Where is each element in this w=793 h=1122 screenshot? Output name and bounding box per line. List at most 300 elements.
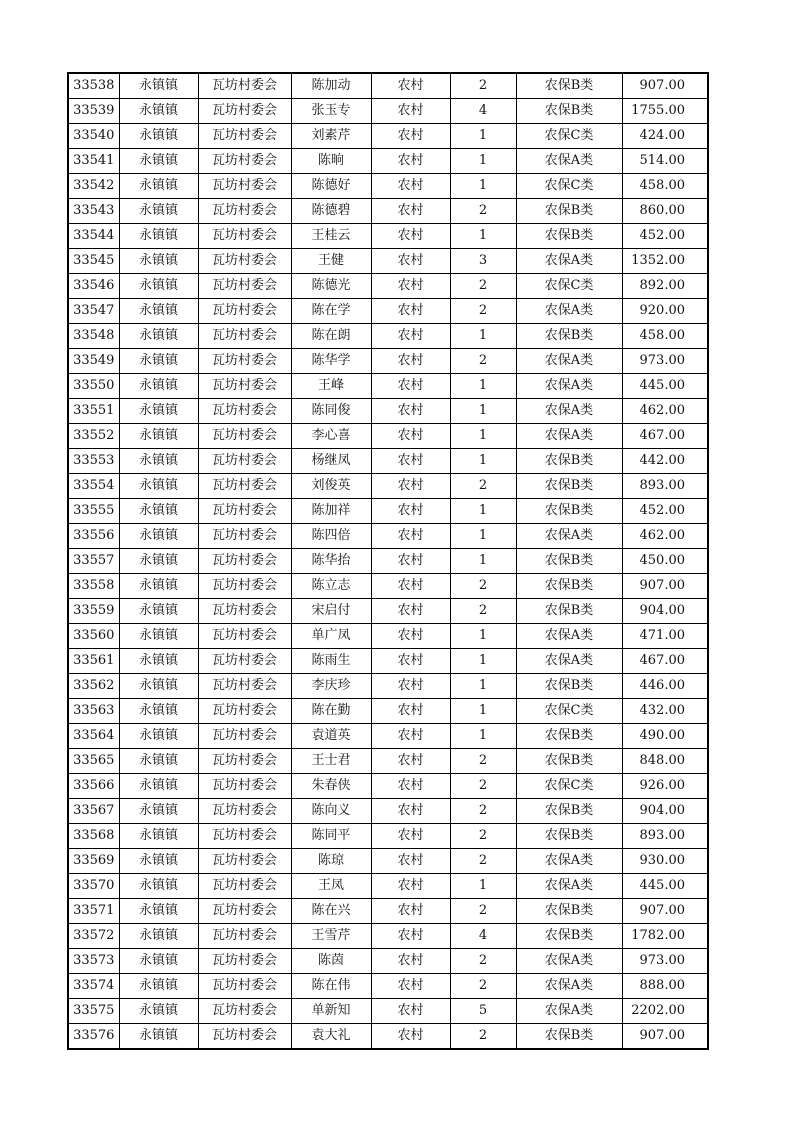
name-cell: 陈茵 — [291, 949, 371, 974]
area-type-cell: 农村 — [371, 699, 450, 724]
village-committee-cell: 瓦坊村委会 — [198, 274, 291, 299]
town-cell: 永镇镇 — [119, 824, 198, 849]
table-row — [68, 174, 708, 199]
table-row — [68, 374, 708, 399]
name-cell: 李庆珍 — [291, 674, 371, 699]
table-row — [68, 724, 708, 749]
town-cell: 永镇镇 — [119, 999, 198, 1024]
name-cell: 宋启付 — [291, 599, 371, 624]
town-cell: 永镇镇 — [119, 499, 198, 524]
record-id-cell: 33561 — [68, 649, 119, 674]
village-committee-cell: 瓦坊村委会 — [198, 624, 291, 649]
amount-cell: 926.00 — [622, 774, 708, 799]
household-size-cell: 1 — [450, 649, 516, 674]
town-cell: 永镇镇 — [119, 724, 198, 749]
village-committee-cell: 瓦坊村委会 — [198, 224, 291, 249]
amount-cell: 907.00 — [622, 1024, 708, 1050]
insurance-category-cell: 农保A类 — [516, 974, 622, 999]
amount-cell: 904.00 — [622, 599, 708, 624]
town-cell: 永镇镇 — [119, 349, 198, 374]
area-type-cell: 农村 — [371, 73, 450, 99]
town-cell: 永镇镇 — [119, 699, 198, 724]
table-row — [68, 599, 708, 624]
household-size-cell: 2 — [450, 799, 516, 824]
table-row — [68, 349, 708, 374]
village-committee-cell: 瓦坊村委会 — [198, 749, 291, 774]
insurance-category-cell: 农保A类 — [516, 949, 622, 974]
area-type-cell: 农村 — [371, 449, 450, 474]
area-type-cell: 农村 — [371, 99, 450, 124]
record-id-cell: 33554 — [68, 474, 119, 499]
amount-cell: 458.00 — [622, 324, 708, 349]
insurance-category-cell: 农保B类 — [516, 799, 622, 824]
table-row — [68, 624, 708, 649]
household-size-cell: 1 — [450, 324, 516, 349]
area-type-cell: 农村 — [371, 1024, 450, 1050]
town-cell: 永镇镇 — [119, 1024, 198, 1050]
village-committee-cell: 瓦坊村委会 — [198, 899, 291, 924]
name-cell: 单新知 — [291, 999, 371, 1024]
town-cell: 永镇镇 — [119, 849, 198, 874]
record-id-cell: 33556 — [68, 524, 119, 549]
area-type-cell: 农村 — [371, 824, 450, 849]
amount-cell: 907.00 — [622, 73, 708, 99]
town-cell: 永镇镇 — [119, 949, 198, 974]
name-cell: 陈同平 — [291, 824, 371, 849]
village-committee-cell: 瓦坊村委会 — [198, 974, 291, 999]
record-id-cell: 33557 — [68, 549, 119, 574]
area-type-cell: 农村 — [371, 974, 450, 999]
table-row — [68, 874, 708, 899]
area-type-cell: 农村 — [371, 199, 450, 224]
name-cell: 陈华学 — [291, 349, 371, 374]
town-cell: 永镇镇 — [119, 424, 198, 449]
name-cell: 张玉专 — [291, 99, 371, 124]
household-size-cell: 2 — [450, 849, 516, 874]
amount-cell: 462.00 — [622, 524, 708, 549]
village-committee-cell: 瓦坊村委会 — [198, 499, 291, 524]
household-size-cell: 1 — [450, 874, 516, 899]
amount-cell: 424.00 — [622, 124, 708, 149]
area-type-cell: 农村 — [371, 224, 450, 249]
village-committee-cell: 瓦坊村委会 — [198, 574, 291, 599]
village-committee-cell: 瓦坊村委会 — [198, 524, 291, 549]
insurance-category-cell: 农保B类 — [516, 599, 622, 624]
amount-cell: 432.00 — [622, 699, 708, 724]
table-row — [68, 824, 708, 849]
town-cell: 永镇镇 — [119, 624, 198, 649]
name-cell: 陈华抬 — [291, 549, 371, 574]
village-committee-cell: 瓦坊村委会 — [198, 349, 291, 374]
town-cell: 永镇镇 — [119, 124, 198, 149]
table-row — [68, 324, 708, 349]
name-cell: 刘俊英 — [291, 474, 371, 499]
amount-cell: 907.00 — [622, 574, 708, 599]
household-size-cell: 1 — [450, 674, 516, 699]
area-type-cell: 农村 — [371, 899, 450, 924]
village-committee-cell: 瓦坊村委会 — [198, 774, 291, 799]
village-committee-cell: 瓦坊村委会 — [198, 174, 291, 199]
name-cell: 王桂云 — [291, 224, 371, 249]
town-cell: 永镇镇 — [119, 924, 198, 949]
name-cell: 陈向义 — [291, 799, 371, 824]
name-cell: 陈德碧 — [291, 199, 371, 224]
name-cell: 陈在勤 — [291, 699, 371, 724]
town-cell: 永镇镇 — [119, 799, 198, 824]
table-row — [68, 249, 708, 274]
village-committee-cell: 瓦坊村委会 — [198, 149, 291, 174]
household-size-cell: 2 — [450, 299, 516, 324]
insurance-category-cell: 农保A类 — [516, 149, 622, 174]
village-committee-cell: 瓦坊村委会 — [198, 424, 291, 449]
town-cell: 永镇镇 — [119, 249, 198, 274]
insurance-category-cell: 农保B类 — [516, 449, 622, 474]
table-row — [68, 924, 708, 949]
town-cell: 永镇镇 — [119, 649, 198, 674]
amount-cell: 848.00 — [622, 749, 708, 774]
name-cell: 刘素芹 — [291, 124, 371, 149]
town-cell: 永镇镇 — [119, 274, 198, 299]
area-type-cell: 农村 — [371, 999, 450, 1024]
record-id-cell: 33558 — [68, 574, 119, 599]
record-id-cell: 33547 — [68, 299, 119, 324]
household-size-cell: 5 — [450, 999, 516, 1024]
area-type-cell: 农村 — [371, 649, 450, 674]
amount-cell: 930.00 — [622, 849, 708, 874]
table-row — [68, 449, 708, 474]
village-committee-cell: 瓦坊村委会 — [198, 474, 291, 499]
insurance-category-cell: 农保A类 — [516, 999, 622, 1024]
household-size-cell: 2 — [450, 599, 516, 624]
area-type-cell: 农村 — [371, 549, 450, 574]
roster-body — [68, 73, 708, 1049]
household-size-cell: 1 — [450, 449, 516, 474]
insurance-category-cell: 农保B类 — [516, 324, 622, 349]
table-row — [68, 149, 708, 174]
table-row — [68, 749, 708, 774]
record-id-cell: 33573 — [68, 949, 119, 974]
household-size-cell: 3 — [450, 249, 516, 274]
amount-cell: 458.00 — [622, 174, 708, 199]
amount-cell: 1755.00 — [622, 99, 708, 124]
name-cell: 陈在朗 — [291, 324, 371, 349]
village-committee-cell: 瓦坊村委会 — [198, 549, 291, 574]
insurance-category-cell: 农保C类 — [516, 274, 622, 299]
table-row — [68, 274, 708, 299]
insurance-category-cell: 农保B类 — [516, 99, 622, 124]
name-cell: 杨继凤 — [291, 449, 371, 474]
town-cell: 永镇镇 — [119, 524, 198, 549]
area-type-cell: 农村 — [371, 424, 450, 449]
household-size-cell: 2 — [450, 274, 516, 299]
area-type-cell: 农村 — [371, 799, 450, 824]
record-id-cell: 33570 — [68, 874, 119, 899]
village-committee-cell: 瓦坊村委会 — [198, 874, 291, 899]
table-row — [68, 124, 708, 149]
household-size-cell: 2 — [450, 73, 516, 99]
insurance-category-cell: 农保B类 — [516, 674, 622, 699]
insurance-category-cell: 农保B类 — [516, 924, 622, 949]
town-cell: 永镇镇 — [119, 324, 198, 349]
table-row — [68, 774, 708, 799]
insurance-category-cell: 农保C类 — [516, 174, 622, 199]
record-id-cell: 33563 — [68, 699, 119, 724]
insurance-category-cell: 农保A类 — [516, 424, 622, 449]
insurance-category-cell: 农保A类 — [516, 524, 622, 549]
insurance-category-cell: 农保B类 — [516, 749, 622, 774]
amount-cell: 514.00 — [622, 149, 708, 174]
record-id-cell: 33544 — [68, 224, 119, 249]
area-type-cell: 农村 — [371, 124, 450, 149]
insurance-category-cell: 农保B类 — [516, 499, 622, 524]
insurance-category-cell: 农保C类 — [516, 124, 622, 149]
village-committee-cell: 瓦坊村委会 — [198, 374, 291, 399]
village-committee-cell: 瓦坊村委会 — [198, 924, 291, 949]
amount-cell: 1782.00 — [622, 924, 708, 949]
town-cell: 永镇镇 — [119, 899, 198, 924]
name-cell: 朱春侠 — [291, 774, 371, 799]
household-size-cell: 1 — [450, 549, 516, 574]
insurance-category-cell: 农保A类 — [516, 874, 622, 899]
name-cell: 王健 — [291, 249, 371, 274]
amount-cell: 452.00 — [622, 499, 708, 524]
amount-cell: 973.00 — [622, 349, 708, 374]
town-cell: 永镇镇 — [119, 474, 198, 499]
amount-cell: 471.00 — [622, 624, 708, 649]
village-committee-cell: 瓦坊村委会 — [198, 674, 291, 699]
area-type-cell: 农村 — [371, 924, 450, 949]
table-row — [68, 1024, 708, 1050]
village-committee-cell: 瓦坊村委会 — [198, 249, 291, 274]
insurance-category-cell: 农保A类 — [516, 649, 622, 674]
area-type-cell: 农村 — [371, 599, 450, 624]
record-id-cell: 33571 — [68, 899, 119, 924]
village-committee-cell: 瓦坊村委会 — [198, 199, 291, 224]
household-size-cell: 1 — [450, 524, 516, 549]
village-committee-cell: 瓦坊村委会 — [198, 599, 291, 624]
household-size-cell: 1 — [450, 399, 516, 424]
village-committee-cell: 瓦坊村委会 — [198, 399, 291, 424]
record-id-cell: 33562 — [68, 674, 119, 699]
name-cell: 王雪芹 — [291, 924, 371, 949]
amount-cell: 2202.00 — [622, 999, 708, 1024]
name-cell: 王凤 — [291, 874, 371, 899]
table-row — [68, 424, 708, 449]
town-cell: 永镇镇 — [119, 149, 198, 174]
record-id-cell: 33567 — [68, 799, 119, 824]
household-size-cell: 1 — [450, 374, 516, 399]
village-committee-cell: 瓦坊村委会 — [198, 949, 291, 974]
insurance-category-cell: 农保B类 — [516, 824, 622, 849]
town-cell: 永镇镇 — [119, 449, 198, 474]
insurance-category-cell: 农保C类 — [516, 774, 622, 799]
name-cell: 陈德光 — [291, 274, 371, 299]
record-id-cell: 33572 — [68, 924, 119, 949]
insurance-category-cell: 农保B类 — [516, 73, 622, 99]
table-row — [68, 799, 708, 824]
town-cell: 永镇镇 — [119, 599, 198, 624]
area-type-cell: 农村 — [371, 374, 450, 399]
town-cell: 永镇镇 — [119, 399, 198, 424]
village-committee-cell: 瓦坊村委会 — [198, 299, 291, 324]
insurance-category-cell: 农保C类 — [516, 699, 622, 724]
table-row — [68, 674, 708, 699]
record-id-cell: 33565 — [68, 749, 119, 774]
amount-cell: 442.00 — [622, 449, 708, 474]
table-row — [68, 649, 708, 674]
household-size-cell: 2 — [450, 1024, 516, 1050]
record-id-cell: 33550 — [68, 374, 119, 399]
town-cell: 永镇镇 — [119, 574, 198, 599]
amount-cell: 445.00 — [622, 874, 708, 899]
household-size-cell: 2 — [450, 824, 516, 849]
town-cell: 永镇镇 — [119, 99, 198, 124]
town-cell: 永镇镇 — [119, 224, 198, 249]
name-cell: 袁道英 — [291, 724, 371, 749]
insurance-category-cell: 农保A类 — [516, 349, 622, 374]
village-committee-cell: 瓦坊村委会 — [198, 449, 291, 474]
table-row — [68, 574, 708, 599]
village-committee-cell: 瓦坊村委会 — [198, 124, 291, 149]
name-cell: 陈琼 — [291, 849, 371, 874]
record-id-cell: 33574 — [68, 974, 119, 999]
name-cell: 陈在兴 — [291, 899, 371, 924]
area-type-cell: 农村 — [371, 849, 450, 874]
table-row — [68, 549, 708, 574]
record-id-cell: 33569 — [68, 849, 119, 874]
name-cell: 陈在学 — [291, 299, 371, 324]
name-cell: 陈四倍 — [291, 524, 371, 549]
record-id-cell: 33538 — [68, 73, 119, 99]
town-cell: 永镇镇 — [119, 774, 198, 799]
record-id-cell: 33539 — [68, 99, 119, 124]
town-cell: 永镇镇 — [119, 299, 198, 324]
name-cell: 袁大礼 — [291, 1024, 371, 1050]
town-cell: 永镇镇 — [119, 974, 198, 999]
area-type-cell: 农村 — [371, 774, 450, 799]
table-row — [68, 699, 708, 724]
village-committee-cell: 瓦坊村委会 — [198, 849, 291, 874]
amount-cell: 973.00 — [622, 949, 708, 974]
amount-cell: 467.00 — [622, 649, 708, 674]
name-cell: 陈在伟 — [291, 974, 371, 999]
village-committee-cell: 瓦坊村委会 — [198, 649, 291, 674]
table-row — [68, 399, 708, 424]
table-row — [68, 999, 708, 1024]
household-size-cell: 1 — [450, 699, 516, 724]
area-type-cell: 农村 — [371, 574, 450, 599]
record-id-cell: 33564 — [68, 724, 119, 749]
area-type-cell: 农村 — [371, 499, 450, 524]
table-row — [68, 299, 708, 324]
table-row — [68, 974, 708, 999]
name-cell: 单广凤 — [291, 624, 371, 649]
record-id-cell: 33545 — [68, 249, 119, 274]
village-committee-cell: 瓦坊村委会 — [198, 99, 291, 124]
table-row — [68, 73, 708, 99]
table-row — [68, 224, 708, 249]
household-size-cell: 1 — [450, 124, 516, 149]
village-committee-cell: 瓦坊村委会 — [198, 999, 291, 1024]
household-size-cell: 4 — [450, 99, 516, 124]
name-cell: 陈晌 — [291, 149, 371, 174]
household-size-cell: 1 — [450, 149, 516, 174]
household-size-cell: 2 — [450, 574, 516, 599]
area-type-cell: 农村 — [371, 249, 450, 274]
table-row — [68, 524, 708, 549]
name-cell: 陈德好 — [291, 174, 371, 199]
table-row — [68, 499, 708, 524]
town-cell: 永镇镇 — [119, 674, 198, 699]
amount-cell: 920.00 — [622, 299, 708, 324]
name-cell: 王峰 — [291, 374, 371, 399]
area-type-cell: 农村 — [371, 874, 450, 899]
amount-cell: 462.00 — [622, 399, 708, 424]
area-type-cell: 农村 — [371, 949, 450, 974]
household-size-cell: 2 — [450, 749, 516, 774]
amount-cell: 904.00 — [622, 799, 708, 824]
town-cell: 永镇镇 — [119, 874, 198, 899]
insurance-category-cell: 农保B类 — [516, 1024, 622, 1050]
household-size-cell: 2 — [450, 199, 516, 224]
record-id-cell: 33551 — [68, 399, 119, 424]
amount-cell: 907.00 — [622, 899, 708, 924]
name-cell: 王士君 — [291, 749, 371, 774]
amount-cell: 452.00 — [622, 224, 708, 249]
insurance-category-cell: 农保B类 — [516, 549, 622, 574]
village-committee-cell: 瓦坊村委会 — [198, 699, 291, 724]
village-committee-cell: 瓦坊村委会 — [198, 824, 291, 849]
insurance-category-cell: 农保A类 — [516, 849, 622, 874]
area-type-cell: 农村 — [371, 274, 450, 299]
village-committee-cell: 瓦坊村委会 — [198, 799, 291, 824]
record-id-cell: 33546 — [68, 274, 119, 299]
record-id-cell: 33542 — [68, 174, 119, 199]
area-type-cell: 农村 — [371, 399, 450, 424]
record-id-cell: 33552 — [68, 424, 119, 449]
household-size-cell: 1 — [450, 424, 516, 449]
name-cell: 陈加祥 — [291, 499, 371, 524]
insurance-category-cell: 农保A类 — [516, 399, 622, 424]
area-type-cell: 农村 — [371, 349, 450, 374]
insurance-category-cell: 农保A类 — [516, 249, 622, 274]
household-size-cell: 2 — [450, 974, 516, 999]
area-type-cell: 农村 — [371, 674, 450, 699]
record-id-cell: 33566 — [68, 774, 119, 799]
household-size-cell: 1 — [450, 224, 516, 249]
insurance-category-cell: 农保B类 — [516, 899, 622, 924]
area-type-cell: 农村 — [371, 174, 450, 199]
area-type-cell: 农村 — [371, 724, 450, 749]
record-id-cell: 33576 — [68, 1024, 119, 1050]
record-id-cell: 33568 — [68, 824, 119, 849]
record-id-cell: 33553 — [68, 449, 119, 474]
table-row — [68, 474, 708, 499]
household-size-cell: 2 — [450, 774, 516, 799]
insurance-category-cell: 农保B类 — [516, 224, 622, 249]
insurance-category-cell: 农保B类 — [516, 724, 622, 749]
record-id-cell: 33548 — [68, 324, 119, 349]
table-row — [68, 199, 708, 224]
amount-cell: 490.00 — [622, 724, 708, 749]
table-row — [68, 849, 708, 874]
area-type-cell: 农村 — [371, 299, 450, 324]
amount-cell: 893.00 — [622, 824, 708, 849]
household-size-cell: 1 — [450, 624, 516, 649]
household-size-cell: 1 — [450, 174, 516, 199]
insurance-category-cell: 农保A类 — [516, 624, 622, 649]
amount-cell: 1352.00 — [622, 249, 708, 274]
